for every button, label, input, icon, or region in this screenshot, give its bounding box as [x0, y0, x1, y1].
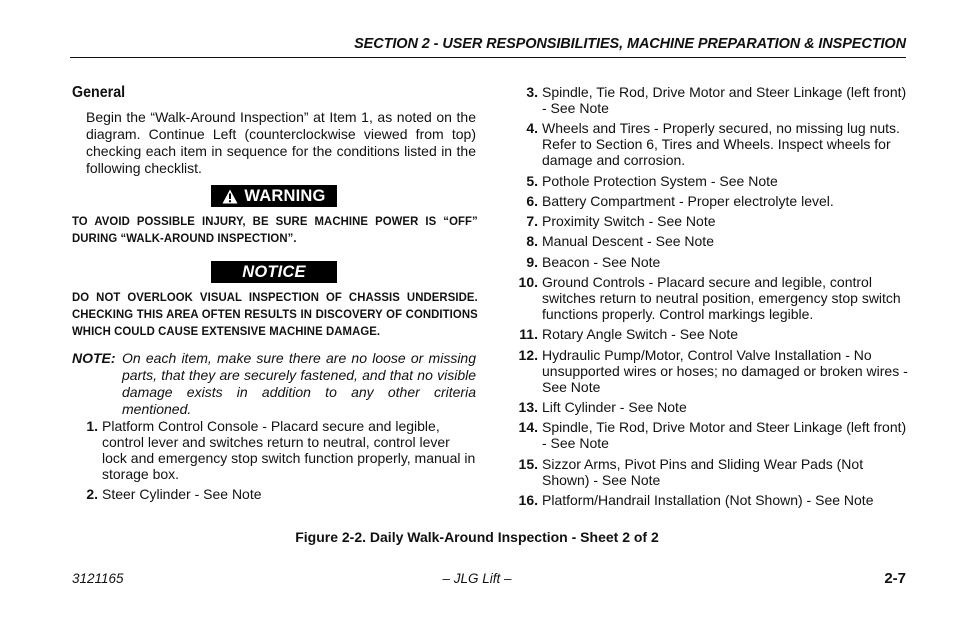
- note-block: [72, 350, 476, 418]
- warning-banner: [211, 185, 337, 207]
- item-number: 1.: [86, 418, 98, 434]
- warning-text: TO AVOID POSSIBLE INJURY, BE SURE MACHINE POWER IS “OFF” DURING “WALK-AROUND INSPECTION”.: [72, 214, 478, 245]
- list-item: [508, 492, 908, 508]
- list-item: [508, 456, 908, 488]
- list-item: [508, 254, 908, 270]
- item-number: 7.: [526, 213, 538, 230]
- list-item: [72, 418, 476, 482]
- list-item: [508, 274, 908, 322]
- item-number: 15.: [518, 455, 538, 472]
- item-text: Lift Cylinder - See Note: [542, 398, 687, 415]
- item-text: Sizzor Arms, Pivot Pins and Sliding Wear Pads (Not Shown) - See Note: [542, 455, 864, 488]
- item-text: Proximity Switch - See Note: [542, 213, 716, 230]
- warning-label: WARNING: [244, 186, 326, 205]
- list-item: [508, 326, 908, 342]
- item-number: 4.: [526, 120, 538, 137]
- item-text: Pothole Protection System - See Note: [542, 172, 778, 189]
- item-text: Wheels and Tires - Properly secured, no missing lug nuts. Refer to Section 6, Tires and Wheels. Inspect wheels for damage and corrosion.: [542, 120, 900, 169]
- item-number: 2.: [86, 486, 98, 503]
- warning-triangle-icon: [222, 189, 238, 204]
- item-number: 16.: [518, 491, 538, 508]
- checklist-left: [72, 418, 476, 502]
- item-number: 9.: [526, 253, 538, 270]
- note-text: On each item, make sure there are no loose or missing parts, that they are securely fastened, and that no visible damage exists in addition to any other criteria mentioned.: [122, 350, 476, 417]
- list-item: [508, 399, 908, 415]
- right-column: [508, 84, 908, 512]
- item-number: 3.: [526, 84, 538, 100]
- item-number: 12.: [518, 346, 538, 363]
- list-item: [72, 486, 476, 502]
- item-text: Steer Cylinder - See Note: [102, 486, 262, 503]
- item-number: 14.: [518, 419, 538, 436]
- note-label: NOTE:: [72, 350, 116, 366]
- general-heading: General: [72, 84, 126, 101]
- notice-text: DO NOT OVERLOOK VISUAL INSPECTION OF CHASSIS UNDERSIDE. CHECKING THIS AREA OFTEN RESULTS IN DISCOVERY OF CONDITIONS WHICH COULD CAUSE EXTENSIVE MACHINE DAMAGE.: [72, 290, 478, 338]
- item-text: Spindle, Tie Rod, Drive Motor and Steer Linkage (left front) - See Note: [542, 84, 907, 116]
- general-intro: Begin the “Walk-Around Inspection” at Item 1, as noted on the diagram. Continue Left (counterclockwise viewed from top) checking each item in sequence for the conditions listed in the following checklist.: [86, 109, 476, 176]
- left-column: [72, 84, 476, 507]
- item-text: Platform Control Console - Placard secure and legible, control lever and switches return to neutral, control lever lock and emergency stop switch function properly, manual in storage box.: [102, 418, 476, 482]
- list-item: [508, 173, 908, 189]
- list-item: [508, 193, 908, 209]
- item-number: 8.: [526, 233, 538, 250]
- item-text: Rotary Angle Switch - See Note: [542, 326, 739, 343]
- section-header: SECTION 2 - USER RESPONSIBILITIES, MACHINE PREPARATION & INSPECTION: [70, 36, 906, 58]
- item-text: Platform/Handrail Installation (Not Shown) - See Note: [542, 491, 874, 508]
- item-text: Manual Descent - See Note: [542, 233, 714, 250]
- list-item: [508, 84, 908, 116]
- item-number: 6.: [526, 192, 538, 209]
- footer-center-text: – JLG Lift –: [442, 571, 512, 586]
- item-number: 5.: [526, 172, 538, 189]
- footer-page-number: 2-7: [884, 570, 906, 587]
- item-text: Beacon - See Note: [542, 253, 661, 270]
- list-item: [508, 419, 908, 451]
- list-item: [508, 347, 908, 395]
- list-item: [508, 120, 908, 168]
- item-text: Spindle, Tie Rod, Drive Motor and Steer Linkage (left front) - See Note: [542, 419, 907, 452]
- notice-banner: [211, 261, 337, 283]
- item-number: 13.: [518, 398, 538, 415]
- footer-doc-number: 3121165: [72, 571, 124, 586]
- checklist-right: [508, 84, 908, 508]
- item-text: Hydraulic Pump/Motor, Control Valve Installation - No unsupported wires or hoses; no damaged or broken wires - See Note: [542, 346, 908, 395]
- notice-label: NOTICE: [242, 262, 306, 281]
- item-number: 10.: [518, 274, 538, 291]
- item-text: Battery Compartment - Proper electrolyte level.: [542, 192, 834, 209]
- item-number: 11.: [519, 326, 538, 343]
- item-text: Ground Controls - Placard secure and legible, control switches return to neutral position, emergency stop switch functions properly. Control markings legible.: [542, 274, 901, 323]
- list-item: [508, 213, 908, 229]
- list-item: [508, 233, 908, 249]
- figure-caption: Figure 2-2. Daily Walk-Around Inspection - Sheet 2 of 2: [295, 529, 659, 545]
